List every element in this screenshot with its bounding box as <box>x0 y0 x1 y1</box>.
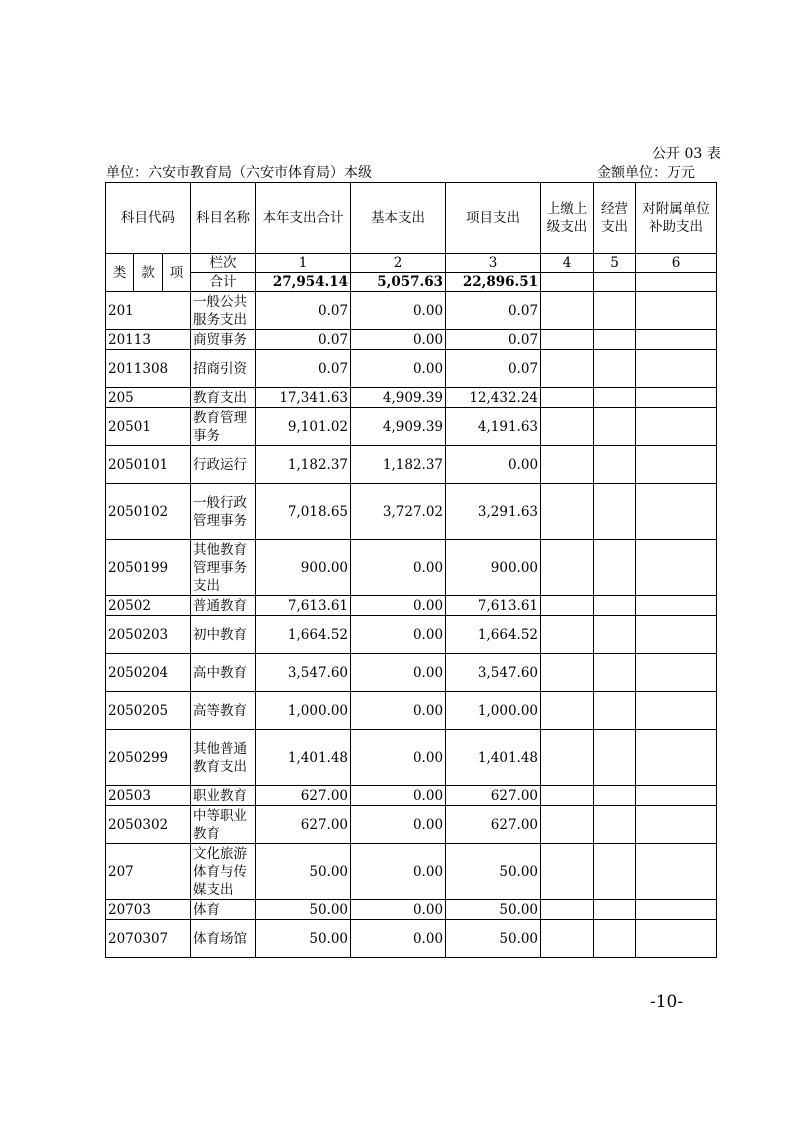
col-header-total: 本年支出合计 <box>256 183 351 254</box>
row-code: 2050101 <box>106 446 191 484</box>
row-subsidy <box>636 920 717 958</box>
table-row <box>106 900 717 920</box>
table-row <box>106 408 717 446</box>
row-upper <box>541 616 594 654</box>
row-operation <box>594 654 636 692</box>
row-basic: 0.00 <box>351 350 446 388</box>
row-operation <box>594 596 636 616</box>
row-operation <box>594 446 636 484</box>
table-row <box>106 484 717 540</box>
row-total: 1,182.37 <box>256 446 351 484</box>
row-total: 9,101.02 <box>256 408 351 446</box>
row-project: 900.00 <box>446 540 541 596</box>
row-name: 行政运行 <box>191 446 256 484</box>
row-subsidy <box>636 654 717 692</box>
row-basic: 0.00 <box>351 616 446 654</box>
row-upper <box>541 388 594 408</box>
row-operation <box>594 388 636 408</box>
row-project: 1,664.52 <box>446 616 541 654</box>
row-name: 教育管理事务 <box>191 408 256 446</box>
row-code: 201 <box>106 292 191 330</box>
col-header-basic: 基本支出 <box>351 183 446 254</box>
row-operation <box>594 786 636 806</box>
row-name: 其他教育管理事务支出 <box>191 540 256 596</box>
row-name: 商贸事务 <box>191 330 256 350</box>
row-name: 一般公共服务支出 <box>191 292 256 330</box>
total-basic: 5,057.63 <box>351 273 446 292</box>
row-name: 普通教育 <box>191 596 256 616</box>
row-name: 招商引资 <box>191 350 256 388</box>
row-basic: 1,182.37 <box>351 446 446 484</box>
row-subsidy <box>636 446 717 484</box>
row-basic: 0.00 <box>351 540 446 596</box>
sub-col-lei: 类 <box>106 254 134 292</box>
col-number-label: 栏次 <box>191 254 256 273</box>
row-total: 7,613.61 <box>256 596 351 616</box>
row-total: 50.00 <box>256 900 351 920</box>
row-code: 2050102 <box>106 484 191 540</box>
total-subsidy <box>636 273 717 292</box>
col-number-3: 3 <box>446 254 541 273</box>
row-project: 0.07 <box>446 350 541 388</box>
row-name: 体育 <box>191 900 256 920</box>
row-basic: 0.00 <box>351 920 446 958</box>
row-subsidy <box>636 786 717 806</box>
col-number-4: 4 <box>541 254 594 273</box>
row-code: 20502 <box>106 596 191 616</box>
row-subsidy <box>636 844 717 900</box>
row-project: 50.00 <box>446 844 541 900</box>
row-subsidy <box>636 540 717 596</box>
row-name: 初中教育 <box>191 616 256 654</box>
row-operation <box>594 844 636 900</box>
col-header-operation: 经营支出 <box>594 183 636 254</box>
row-total: 1,664.52 <box>256 616 351 654</box>
row-operation <box>594 920 636 958</box>
amount-unit-label: 金额单位：万元 <box>597 165 695 181</box>
header-row <box>106 183 717 254</box>
row-subsidy <box>636 692 717 730</box>
expenditure-table <box>105 182 717 958</box>
row-operation <box>594 616 636 654</box>
row-operation <box>594 900 636 920</box>
row-project: 4,191.63 <box>446 408 541 446</box>
total-project: 22,896.51 <box>446 273 541 292</box>
row-upper <box>541 330 594 350</box>
table-row <box>106 692 717 730</box>
row-code: 20503 <box>106 786 191 806</box>
unit-label: 单位：六安市教育局（六安市体育局）本级 <box>106 165 372 181</box>
row-upper <box>541 844 594 900</box>
row-code: 207 <box>106 844 191 900</box>
row-operation <box>594 292 636 330</box>
table-row <box>106 388 717 408</box>
col-number-6: 6 <box>636 254 717 273</box>
sub-col-xiang: 项 <box>163 254 191 292</box>
row-code: 20113 <box>106 330 191 350</box>
table-row <box>106 330 717 350</box>
row-total: 50.00 <box>256 920 351 958</box>
table-row <box>106 730 717 786</box>
row-project: 50.00 <box>446 920 541 958</box>
row-project: 3,547.60 <box>446 654 541 692</box>
row-upper <box>541 408 594 446</box>
row-subsidy <box>636 408 717 446</box>
table-row <box>106 616 717 654</box>
row-name: 其他普通教育支出 <box>191 730 256 786</box>
row-subsidy <box>636 616 717 654</box>
row-upper <box>541 350 594 388</box>
row-code: 2050199 <box>106 540 191 596</box>
row-upper <box>541 540 594 596</box>
row-total: 1,401.48 <box>256 730 351 786</box>
row-subsidy <box>636 484 717 540</box>
row-total: 900.00 <box>256 540 351 596</box>
row-upper <box>541 730 594 786</box>
row-subsidy <box>636 900 717 920</box>
row-basic: 4,909.39 <box>351 388 446 408</box>
row-code: 2070307 <box>106 920 191 958</box>
row-basic: 0.00 <box>351 654 446 692</box>
col-header-subsidy: 对附属单位补助支出 <box>636 183 717 254</box>
table-row <box>106 540 717 596</box>
row-code: 2050204 <box>106 654 191 692</box>
table-row <box>106 920 717 958</box>
row-project: 0.07 <box>446 292 541 330</box>
row-name: 文化旅游体育与传媒支出 <box>191 844 256 900</box>
row-upper <box>541 920 594 958</box>
row-upper <box>541 484 594 540</box>
row-subsidy <box>636 330 717 350</box>
row-total: 7,018.65 <box>256 484 351 540</box>
row-upper <box>541 654 594 692</box>
col-number-1: 1 <box>256 254 351 273</box>
row-code: 2011308 <box>106 350 191 388</box>
row-project: 50.00 <box>446 900 541 920</box>
row-project: 627.00 <box>446 786 541 806</box>
row-upper <box>541 786 594 806</box>
total-row <box>106 273 717 292</box>
row-project: 1,000.00 <box>446 692 541 730</box>
form-number: 公开 03 表 <box>652 146 721 162</box>
col-number-2: 2 <box>351 254 446 273</box>
col-header-code: 科目代码 <box>106 183 191 254</box>
row-name: 职业教育 <box>191 786 256 806</box>
row-name: 教育支出 <box>191 388 256 408</box>
total-upper <box>541 273 594 292</box>
row-basic: 0.00 <box>351 786 446 806</box>
row-subsidy <box>636 806 717 844</box>
table-row <box>106 654 717 692</box>
row-total: 0.07 <box>256 330 351 350</box>
col-header-upper: 上缴上级支出 <box>541 183 594 254</box>
col-header-project: 项目支出 <box>446 183 541 254</box>
row-upper <box>541 446 594 484</box>
row-code: 2050302 <box>106 806 191 844</box>
row-total: 50.00 <box>256 844 351 900</box>
row-upper <box>541 806 594 844</box>
table-row <box>106 786 717 806</box>
sub-col-kuan: 款 <box>134 254 163 292</box>
row-basic: 0.00 <box>351 330 446 350</box>
row-basic: 0.00 <box>351 292 446 330</box>
row-project: 1,401.48 <box>446 730 541 786</box>
row-operation <box>594 408 636 446</box>
row-code: 205 <box>106 388 191 408</box>
row-total: 627.00 <box>256 806 351 844</box>
table-row <box>106 350 717 388</box>
row-code: 20703 <box>106 900 191 920</box>
table-row <box>106 292 717 330</box>
row-total: 3,547.60 <box>256 654 351 692</box>
row-upper <box>541 900 594 920</box>
row-operation <box>594 540 636 596</box>
row-name: 高等教育 <box>191 692 256 730</box>
total-operation <box>594 273 636 292</box>
row-project: 0.00 <box>446 446 541 484</box>
row-name: 体育场馆 <box>191 920 256 958</box>
table-row <box>106 446 717 484</box>
row-basic: 0.00 <box>351 900 446 920</box>
row-upper <box>541 292 594 330</box>
row-operation <box>594 350 636 388</box>
table-row <box>106 596 717 616</box>
row-project: 0.07 <box>446 330 541 350</box>
row-total: 1,000.00 <box>256 692 351 730</box>
row-operation <box>594 692 636 730</box>
col-header-name: 科目名称 <box>191 183 256 254</box>
row-operation <box>594 730 636 786</box>
row-basic: 0.00 <box>351 730 446 786</box>
row-project: 3,291.63 <box>446 484 541 540</box>
row-total: 0.07 <box>256 292 351 330</box>
row-basic: 0.00 <box>351 596 446 616</box>
col-number-5: 5 <box>594 254 636 273</box>
table-row <box>106 844 717 900</box>
row-project: 12,432.24 <box>446 388 541 408</box>
row-operation <box>594 806 636 844</box>
row-subsidy <box>636 350 717 388</box>
row-basic: 3,727.02 <box>351 484 446 540</box>
row-code: 2050203 <box>106 616 191 654</box>
row-operation <box>594 484 636 540</box>
row-basic: 0.00 <box>351 692 446 730</box>
row-basic: 0.00 <box>351 806 446 844</box>
row-operation <box>594 330 636 350</box>
col-number-row <box>106 254 717 273</box>
row-basic: 0.00 <box>351 844 446 900</box>
row-basic: 4,909.39 <box>351 408 446 446</box>
row-total: 17,341.63 <box>256 388 351 408</box>
table-row <box>106 806 717 844</box>
row-code: 2050299 <box>106 730 191 786</box>
total-label: 合计 <box>191 273 256 292</box>
row-code: 20501 <box>106 408 191 446</box>
row-project: 627.00 <box>446 806 541 844</box>
row-subsidy <box>636 730 717 786</box>
page-number: -10- <box>650 992 684 1012</box>
row-upper <box>541 596 594 616</box>
row-upper <box>541 692 594 730</box>
total-amount: 27,954.14 <box>256 273 351 292</box>
row-subsidy <box>636 388 717 408</box>
row-name: 中等职业教育 <box>191 806 256 844</box>
row-subsidy <box>636 292 717 330</box>
row-name: 高中教育 <box>191 654 256 692</box>
row-total: 627.00 <box>256 786 351 806</box>
row-project: 7,613.61 <box>446 596 541 616</box>
row-name: 一般行政管理事务 <box>191 484 256 540</box>
row-code: 2050205 <box>106 692 191 730</box>
row-subsidy <box>636 596 717 616</box>
row-total: 0.07 <box>256 350 351 388</box>
